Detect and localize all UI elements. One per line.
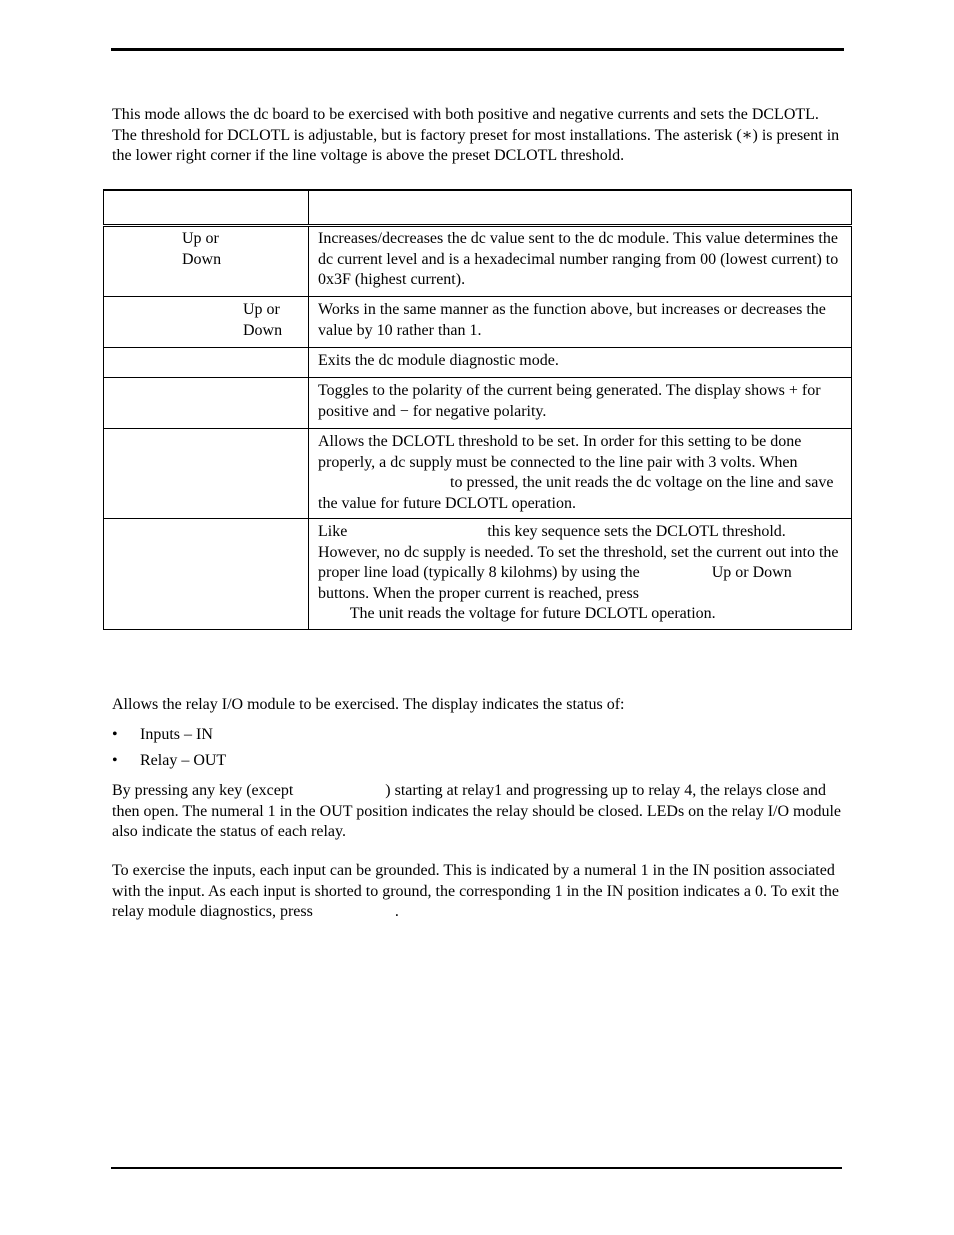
relay-paragraph: [112, 781, 847, 843]
bullet-icon: •: [112, 752, 118, 769]
key-label: [182, 229, 221, 270]
function-description: Toggles to the polarity of the current being generated. The display shows + for positive and − for negative polarity.: [309, 378, 852, 429]
key-cell: [104, 519, 309, 630]
header-key-cell: [104, 190, 309, 226]
key-label-line: Down: [243, 321, 283, 339]
relay-mode-intro: Allows the relay I/O module to be exercised. The display indicates the status of:: [112, 696, 625, 713]
description-text: to pressed, the unit reads the dc voltage on the line and save the value for future DCLOTL operation.: [318, 474, 834, 512]
function-description: Increases/decreases the dc value sent to the dc module. This value determines the dc current level and is a hexadecimal number ranging from 00 (lowest current) to 0x3F (highest current).: [309, 226, 852, 297]
description-text: The unit reads the voltage for future DCLOTL operation.: [349, 605, 716, 622]
table-row: [104, 226, 852, 297]
function-description: [309, 429, 852, 519]
paragraph-text: By pressing any key (except: [112, 782, 294, 799]
description-text: this key sequence sets the DCLOTL threshold. However, no dc supply is needed. To set the threshold, set the current out into the proper line load (typically 8 kilohms) by using the: [318, 523, 839, 581]
table-row: [104, 348, 852, 378]
relay-status-list: [112, 725, 226, 777]
list-item-text: Inputs – IN: [140, 726, 213, 743]
description-text: Allows the DCLOTL threshold to be set. In order for this setting to be done properly, a dc supply must be connected to the line pair with 3 volts. When: [318, 433, 802, 471]
relay-exit-paragraph: [112, 861, 847, 923]
table-row: [104, 297, 852, 348]
paragraph-text: ) starting at relay1 and progressing up to relay 4, the relays close and then open. The numeral 1 in the OUT position indicates the relay should be closed. LEDs on the relay I/O module also indicate the status of each relay.: [112, 782, 842, 840]
function-description: Exits the dc module diagnostic mode.: [309, 348, 852, 378]
key-cell: [104, 226, 309, 297]
header-rule: [111, 48, 844, 51]
description-text: Up or Down buttons. When the proper current is reached, press: [318, 564, 792, 602]
header-function-cell: [309, 190, 852, 226]
key-label-line: Down: [182, 250, 222, 268]
dc-key-table: [103, 189, 852, 630]
paragraph-text: To exercise the inputs, each input can be grounded. This is indicated by a numeral 1 in the IN position associated with the input. As each input is shorted to ground, the corresponding 1 in the IN position indicates a 0. To exit the relay module diagnostics, press: [112, 862, 839, 920]
table-row: [104, 519, 852, 630]
paragraph-text: .: [394, 903, 399, 920]
table-row: [104, 429, 852, 519]
key-label-line: Up or: [243, 301, 280, 318]
key-cell: [104, 429, 309, 519]
table-header-row: [104, 190, 852, 226]
list-item-text: Relay – OUT: [140, 752, 227, 769]
key-label: [243, 300, 282, 341]
bullet-icon: •: [112, 726, 118, 743]
list-item: [112, 725, 226, 751]
key-cell: [104, 378, 309, 429]
function-description: Works in the same manner as the function above, but increases or decreases the value by 10 rather than 1.: [309, 297, 852, 348]
list-item: [112, 751, 226, 777]
key-cell: [104, 297, 309, 348]
description-text: Like: [318, 523, 348, 540]
key-label-line: Up or: [182, 230, 219, 247]
key-cell: [104, 348, 309, 378]
table-row: [104, 378, 852, 429]
function-description: [309, 519, 852, 630]
dc-mode-intro: This mode allows the dc board to be exercised with both positive and negative currents and sets the DCLOTL. The threshold for DCLOTL is adjustable, but is factory preset for most installations. The asterisk (∗) is present in the lower right corner if the line voltage is above the preset DCLOTL threshold.: [112, 106, 840, 164]
footer-rule: [111, 1167, 842, 1169]
